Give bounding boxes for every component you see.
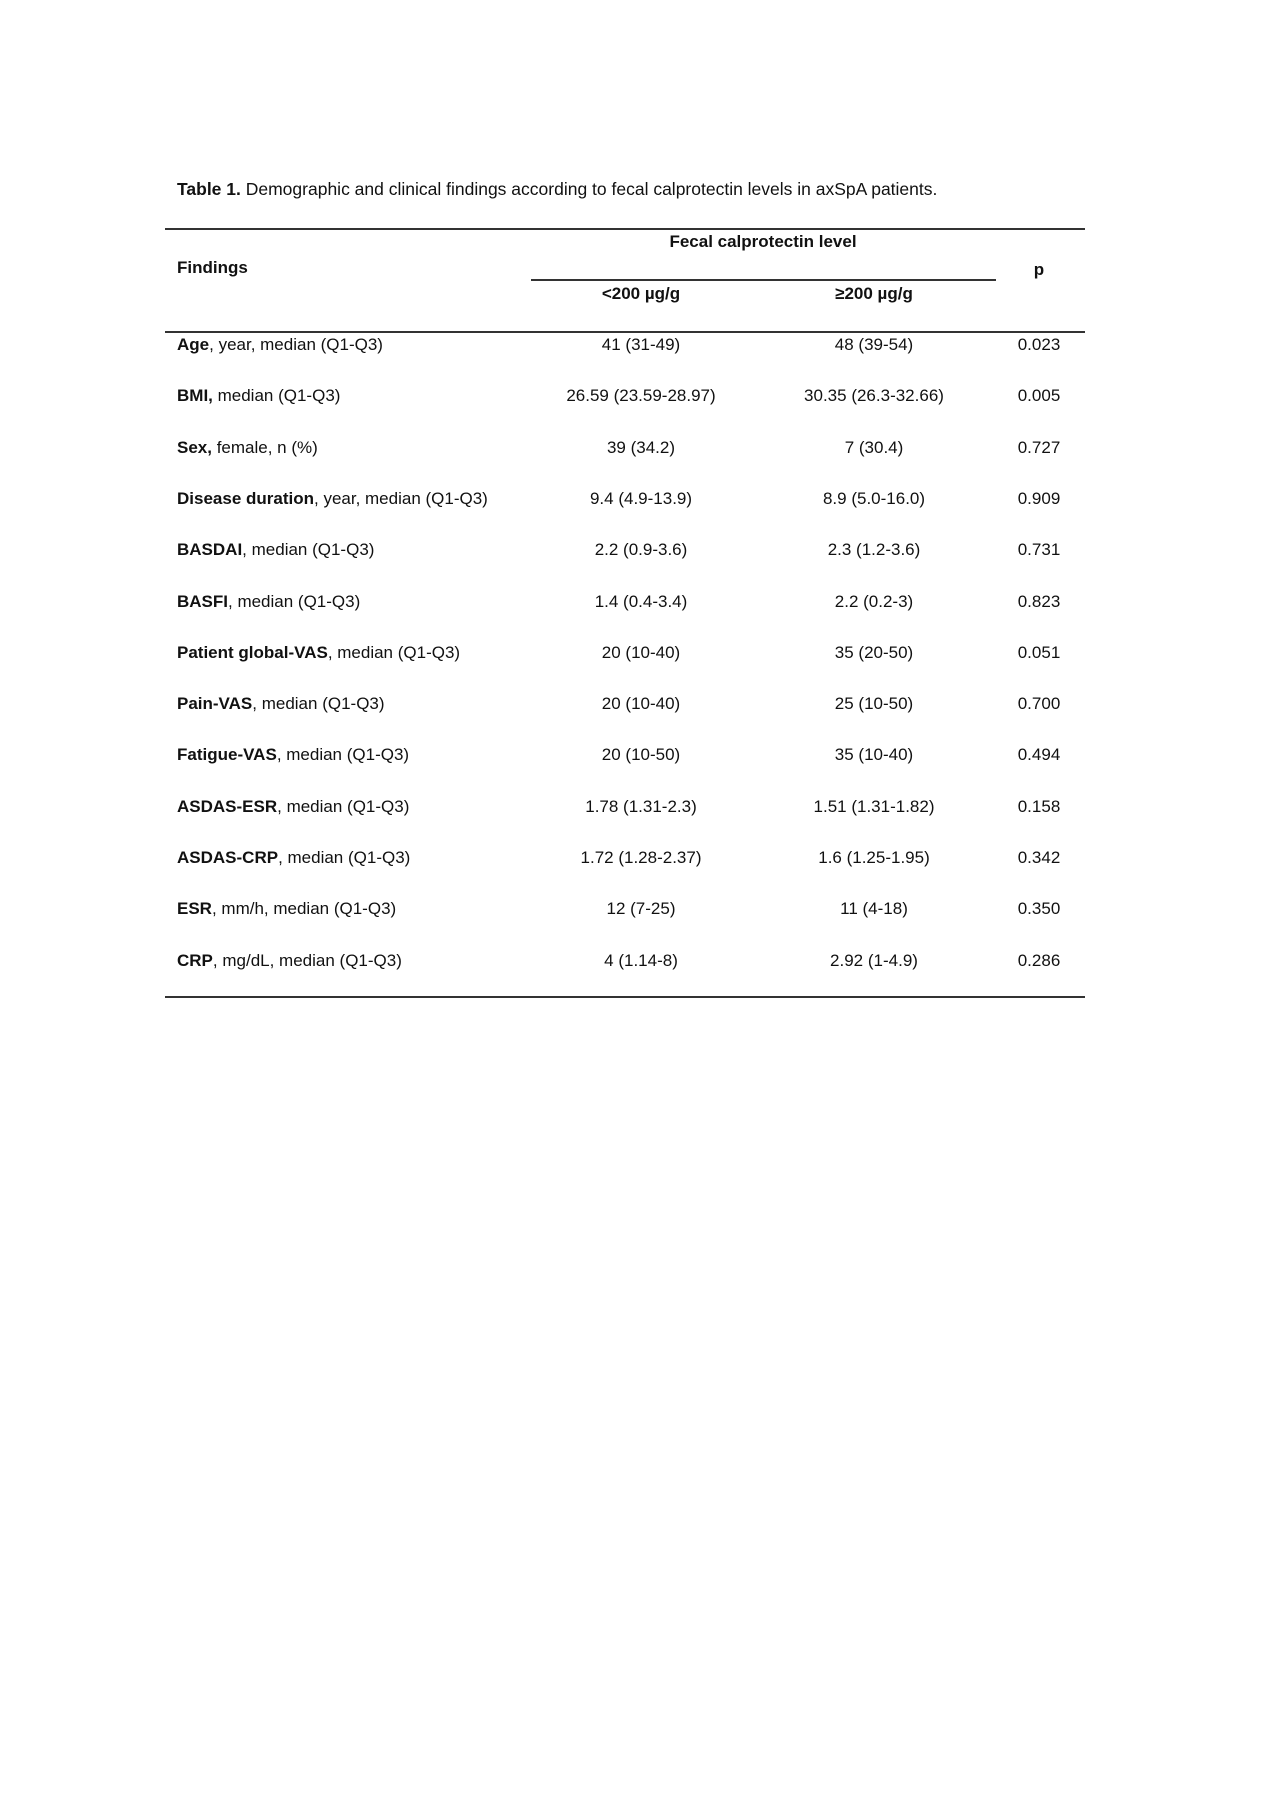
row-low-value: 1.72 (1.28-2.37) [580,848,702,867]
row-p-value: 0.158 [1017,796,1061,816]
row-p-value: 0.909 [1017,488,1061,508]
group-rule [531,279,996,281]
row-p-value: 0.051 [1017,642,1061,662]
row-label-rest: median (Q1-Q3) [212,386,341,406]
top-rule [165,228,1085,230]
row-label-rest: , median (Q1-Q3) [252,694,385,714]
row-label-bold: Patient global-VAS [177,642,328,662]
row-label [177,797,409,817]
row-high-value: 7 (30.4) [844,437,904,457]
row-label-rest: , year, median (Q1-Q3) [209,335,383,354]
caption-label: Table 1. [177,179,241,199]
table-caption [177,179,937,200]
row-label [177,386,340,406]
row-label-bold: Disease duration [177,488,314,508]
header-group: Fecal calprotectin level [669,232,857,251]
row-high-value: 1.6 (1.25-1.95) [818,848,930,867]
row-high-value: 8.9 (5.0-16.0) [822,488,926,508]
row-label-rest: , mg/dL, median (Q1-Q3) [212,950,402,970]
row-high-value: 35 (20-50) [834,642,914,662]
row-high-value: 48 (39-54) [834,335,914,354]
row-label-bold: CRP [177,950,213,970]
row-label-bold: BASDAI [177,540,243,560]
row-label-rest: , year, median (Q1-Q3) [314,488,488,508]
row-high-value: 25 (10-50) [834,694,914,714]
row-p-value: 0.005 [1017,386,1061,406]
row-low-value: 41 (31-49) [601,335,681,354]
row-low-value: 12 (7-25) [606,899,676,919]
row-label-rest: , mm/h, median (Q1-Q3) [211,899,397,919]
row-label-rest: , median (Q1-Q3) [276,745,410,765]
row-label-bold: BASFI [177,591,228,611]
row-p-value: 0.494 [1017,745,1061,765]
row-label-rest: female, n (%) [211,437,318,457]
row-label [177,438,318,458]
row-low-value: 1.78 (1.31-2.3) [585,796,697,816]
header-high: ≥200 µg/g [835,284,913,303]
row-label [177,489,488,509]
row-low-value: 20 (10-40) [601,694,681,714]
row-label-bold: BMI, [177,386,213,406]
row-label [177,592,360,612]
row-low-value: 20 (10-40) [601,642,681,662]
row-p-value: 0.823 [1017,591,1061,611]
row-label-bold: ESR [177,899,212,919]
row-high-value: 2.3 (1.2-3.6) [827,540,921,560]
row-label [177,694,385,714]
row-label [177,745,409,765]
row-label [177,335,383,355]
row-label-bold: Pain-VAS [177,694,253,714]
row-low-value: 2.2 (0.9-3.6) [594,540,688,560]
row-label-rest: , median (Q1-Q3) [327,642,461,662]
header-findings: Findings [177,258,248,277]
row-label-bold: ASDAS-ESR [177,796,278,816]
row-label [177,540,374,560]
row-label-rest: , median (Q1-Q3) [242,540,375,560]
row-label-bold: ASDAS-CRP [177,848,279,867]
row-p-value: 0.342 [1017,848,1061,867]
row-high-value: 35 (10-40) [834,745,914,765]
bottom-rule [165,996,1085,998]
row-low-value: 4 (1.14-8) [604,950,678,970]
row-p-value: 0.286 [1017,950,1061,970]
row-label [177,848,410,868]
row-label [177,951,402,971]
row-low-value: 1.4 (0.4-3.4) [594,591,688,611]
row-p-value: 0.023 [1017,335,1061,354]
row-high-value: 2.92 (1-4.9) [830,950,918,970]
row-label-rest: , median (Q1-Q3) [277,796,410,816]
row-label [177,643,460,663]
row-label-rest: , median (Q1-Q3) [228,591,361,611]
row-low-value: 39 (34.2) [606,437,676,457]
row-high-value: 1.51 (1.31-1.82) [813,796,935,816]
row-p-value: 0.350 [1017,899,1061,919]
row-label-bold: Age [177,335,210,354]
caption-text: Demographic and clinical findings according to fecal calprotectin levels in axSpA patients. [240,179,938,199]
row-label-rest: , median (Q1-Q3) [278,848,411,867]
header-rule [165,331,1085,333]
header-p: p [1033,260,1045,279]
row-high-value: 2.2 (0.2-3) [834,591,914,611]
row-low-value: 26.59 (23.59-28.97) [566,386,716,406]
row-p-value: 0.700 [1017,694,1061,714]
row-low-value: 20 (10-50) [601,745,681,765]
row-label [177,899,396,919]
row-high-value: 11 (4-18) [840,899,908,919]
header-low: <200 µg/g [601,284,681,303]
row-label-bold: Sex, [177,437,212,457]
row-p-value: 0.731 [1017,540,1061,560]
row-label-bold: Fatigue-VAS [177,745,277,765]
row-low-value: 9.4 (4.9-13.9) [589,488,693,508]
row-p-value: 0.727 [1017,437,1061,457]
row-high-value: 30.35 (26.3-32.66) [804,386,944,406]
